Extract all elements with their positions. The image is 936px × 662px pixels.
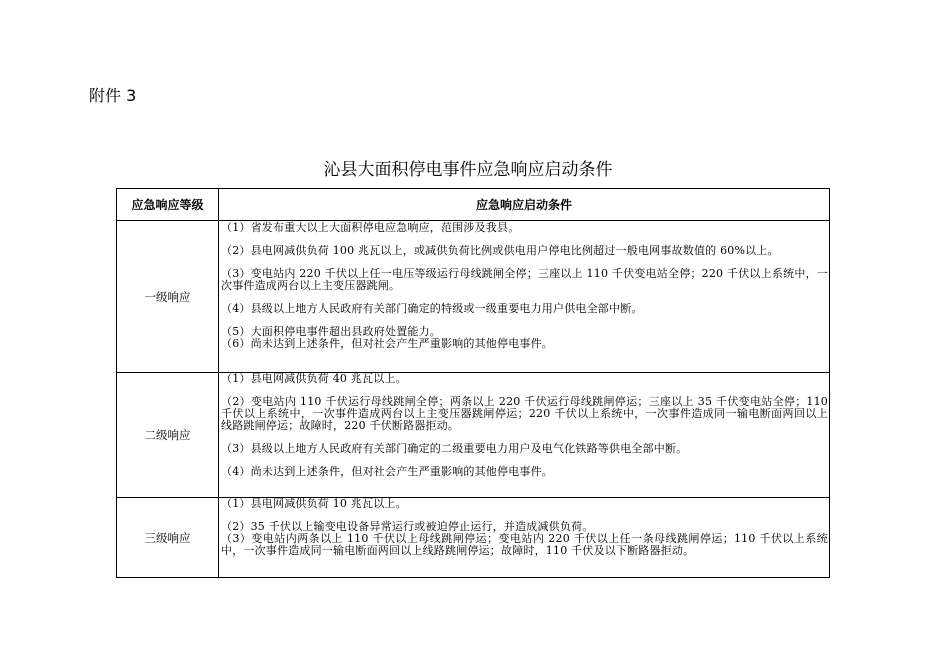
conditions-cell xyxy=(219,221,830,373)
response-level: 三级响应 xyxy=(117,498,219,578)
condition-item: （3）县级以上地方人民政府有关部门确定的二级重要电力用户及电气化铁路等供电全部中断。 xyxy=(221,442,688,455)
condition-item: （1）省发布重大以上大面积停电应急响应，范围涉及我县。 xyxy=(221,221,520,234)
table-row xyxy=(117,221,830,373)
response-level: 二级响应 xyxy=(117,373,219,498)
condition-item: （1）县电网减供负荷 10 兆瓦以上。 xyxy=(221,497,407,510)
document-title: 沁县大面积停电事件应急响应启动条件 xyxy=(323,160,613,180)
condition-item: （3）变电站内 220 千伏以上任一电压等级运行母线跳闸全停；三座以上 110 千伏变电站全停；220 千伏以上系统中，一次事件造成两台以上主变压器跳闸。 xyxy=(221,267,828,292)
condition-item: （2）变电站内 110 千伏运行母线跳闸全停；两条以上 220 千伏运行母线跳闸停运；三座以上 35 千伏变电站全停；110 千伏以上系统中，一次事件造成两台以上主变压器跳闸停运；220 千伏以上系统中，一次事件造成同一输电断面两回以上线路跳闸停运；故障时，220 千伏断路器拒动。 xyxy=(221,395,828,432)
condition-item: （3）变电站内两条以上 110 千伏以上母线跳闸停运；变电站内 220 千伏以上任一条母线跳闸停运；110 千伏以上系统中，一次事件造成同一输电断面两回以上线路跳闸停运；故障时，110 千伏及以下断路器拒动。 xyxy=(221,532,828,557)
response-level: 一级响应 xyxy=(117,221,219,373)
condition-item: （4）尚未达到上述条件，但对社会产生严重影响的其他停电事件。 xyxy=(221,465,553,478)
attachment-label: 附件 3 xyxy=(89,86,137,105)
condition-item: （5）大面积停电事件超出县政府处置能力。 xyxy=(221,325,441,338)
conditions-cell xyxy=(219,373,830,498)
table-row xyxy=(117,373,830,498)
header-conditions: 应急响应启动条件 xyxy=(219,189,830,221)
table-header-row xyxy=(117,189,830,221)
header-level: 应急响应等级 xyxy=(117,189,219,221)
condition-item: （6）尚未达到上述条件，但对社会产生严重影响的其他停电事件。 xyxy=(221,337,553,350)
response-conditions-table xyxy=(116,188,830,578)
table-row xyxy=(117,498,830,578)
condition-item: （1）县电网减供负荷 40 兆瓦以上。 xyxy=(221,372,407,385)
condition-item: （4）县级以上地方人民政府有关部门确定的特级或一级重要电力用户供电全部中断。 xyxy=(221,302,643,315)
condition-item: （2）县电网减供负荷 100 兆瓦以上，或减供负荷比例或供电用户停电比例超过一般电网事故数值的 60%以上。 xyxy=(221,244,779,257)
condition-item: （2）35 千伏以上输变电设备异常运行或被迫停止运行，并造成减供负荷。 xyxy=(221,520,594,533)
conditions-cell xyxy=(219,498,830,578)
